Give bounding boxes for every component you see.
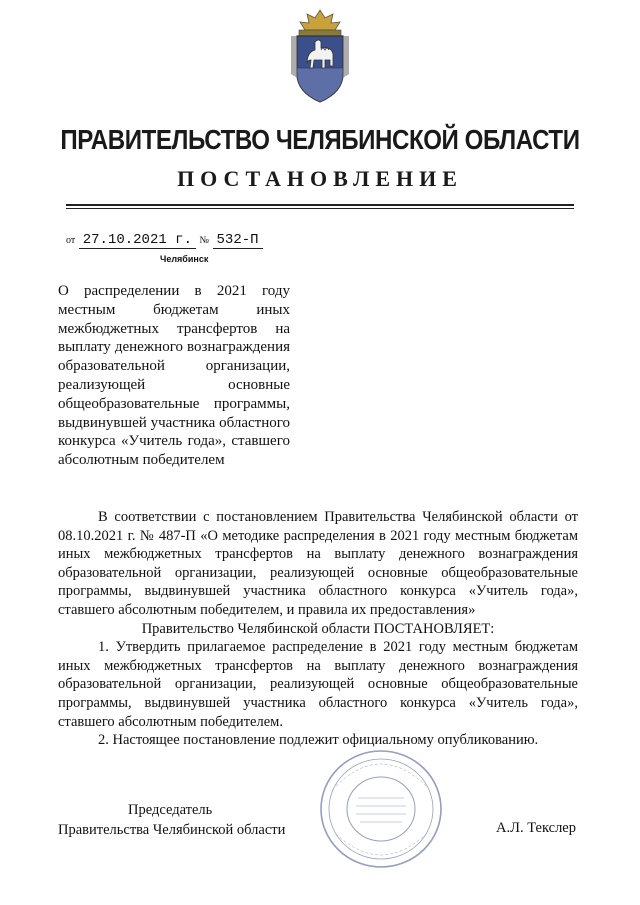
document-type: ПОСТАНОВЛЕНИЕ — [177, 166, 463, 191]
header-divider-thin — [66, 208, 574, 209]
date-number-line — [66, 232, 263, 249]
signatory-name: А.Л. Текслер — [496, 820, 576, 836]
document-number: 532-П — [213, 232, 263, 249]
from-label: от — [66, 235, 76, 246]
number-label: № — [199, 235, 210, 246]
document-subject: О распределении в 2021 году местным бюджетам иных межбюджетных трансфертов на выплату денежного вознаграждения образовательной организации, реализующей основные общеобразовательные программы, выдвинувшей участника областного конкурса «Учитель года», ставшего абсолютным победителем — [58, 283, 290, 469]
official-seal-stamp — [316, 746, 446, 872]
clause-2: 2. Настоящее постановление подлежит официальному опубликованию. — [98, 732, 539, 749]
resolves-line: Правительство Челябинской области ПОСТАНОВЛЯЕТ: — [141, 620, 495, 637]
signatory-title — [58, 800, 318, 840]
signatory-title-line-1: Председатель — [128, 802, 213, 818]
document-body — [58, 508, 578, 750]
government-title: ПРАВИТЕЛЬСТВО ЧЕЛЯБИНСКОЙ ОБЛАСТИ — [60, 124, 580, 155]
document-date: 27.10.2021 г. — [79, 232, 196, 249]
city-name: Челябинск — [160, 254, 209, 264]
coat-of-arms-icon — [285, 8, 355, 106]
preamble-paragraph: В соответствии с постановлением Правительства Челябинской области от 08.10.2021 г. № 487-П «О методике распределения в 2021 году местным бюджетам иных межбюджетных трансфертов на выплату денежного вознаграждения образовательной организации, реализующей основные общеобразовательные программы, выдвинувшей участника областного конкурса «Учитель года», ставшего абсолютным победителем, и правила их предоставления» — [58, 509, 578, 618]
header-divider — [66, 204, 574, 206]
signatory-title-line-2: Правительства Челябинской области — [58, 822, 286, 838]
clause-1: 1. Утвердить прилагаемое распределение в 2021 году местным бюджетам иных межбюджетных трансфертов на выплату денежного вознаграждения образовательной организации, реализующей основные общеобразовательные программы, выдвинувшей участника областного конкурса «Учитель года», ставшего абсолютным победителем. — [58, 639, 578, 730]
